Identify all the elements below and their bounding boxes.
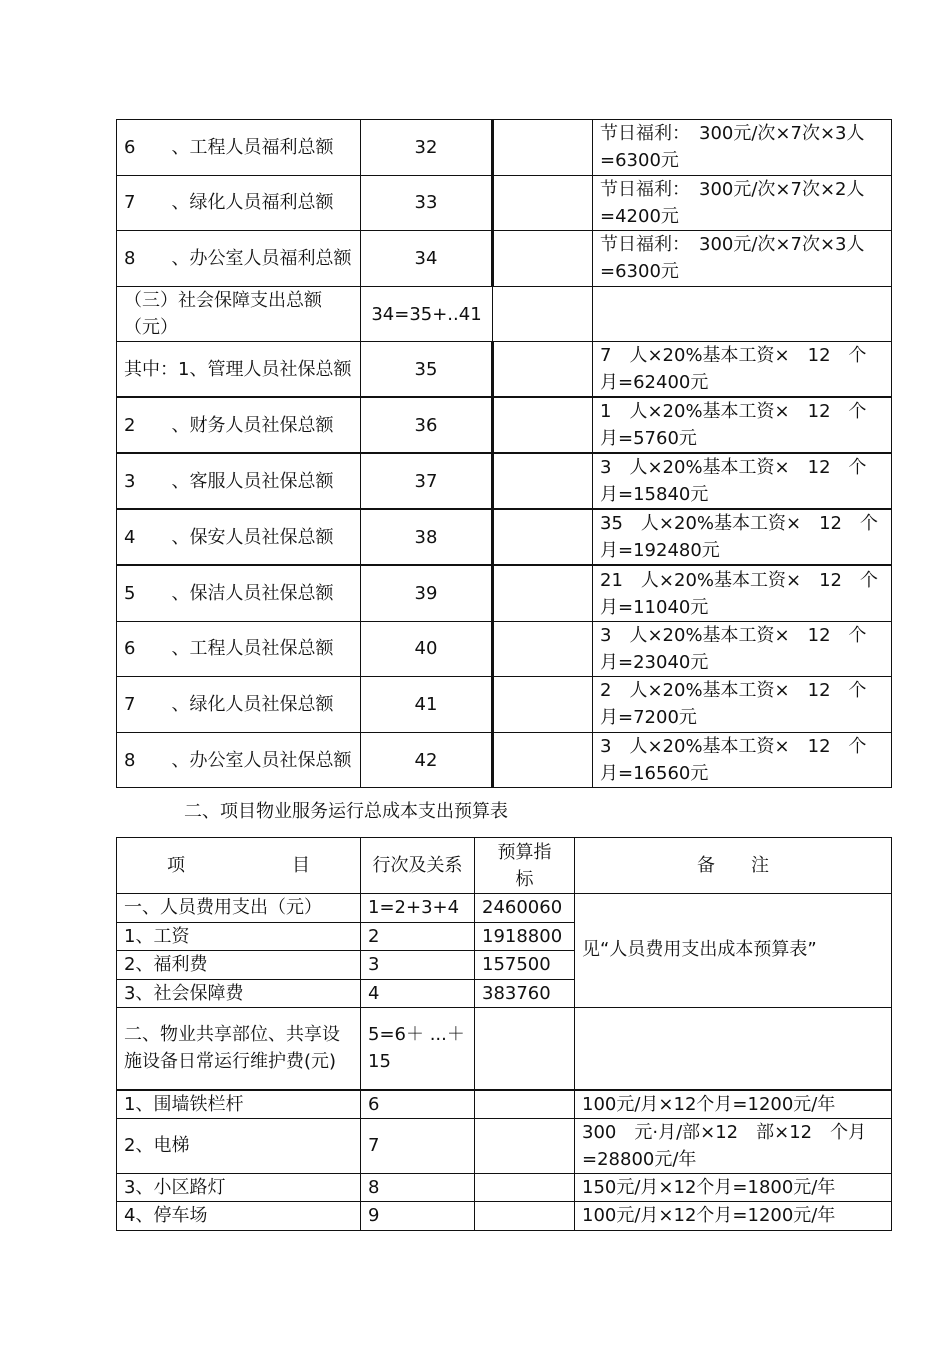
note-cell: 35 人×20%基本工资× 12 个月=192480元 <box>593 509 892 565</box>
table-row <box>117 732 892 788</box>
note-cell: 节日福利： 300元/次×7次×2人=4200元 <box>593 175 892 231</box>
budget-cell: 157500 <box>475 951 575 980</box>
item-cell: 5 、保洁人员社保总额 <box>117 565 361 621</box>
item-cell: 二、物业共享部位、共享设施设备日常运行维护费(元) <box>117 1008 361 1090</box>
header-budget: 预算指标 <box>475 838 575 894</box>
budget-cell <box>475 1090 575 1119</box>
item-cell: 3、小区路灯 <box>117 1173 361 1202</box>
note-cell: 节日福利： 300元/次×7次×3人=6300元 <box>593 120 892 176</box>
item-cell: 1、工资 <box>117 922 361 951</box>
item-cell: 4 、保安人员社保总额 <box>117 509 361 565</box>
item-cell: 7 、绿化人员社保总额 <box>117 677 361 733</box>
table-row <box>117 286 892 342</box>
table-row <box>117 1118 892 1173</box>
note-cell <box>575 1008 892 1090</box>
header-item-char-2: 目 <box>292 855 310 876</box>
note-cell: 2 人×20%基本工资× 12 个月=7200元 <box>593 677 892 733</box>
budget-cell <box>493 677 593 733</box>
budget-cell <box>493 231 593 287</box>
budget-cell <box>475 1008 575 1090</box>
budget-cell <box>493 621 593 677</box>
code-cell: 37 <box>361 453 493 509</box>
budget-cell <box>475 1173 575 1202</box>
table-row <box>117 1202 892 1231</box>
budget-cell: 1918800 <box>475 922 575 951</box>
table-row <box>117 1008 892 1090</box>
note-cell: 21 人×20%基本工资× 12 个月=11040元 <box>593 565 892 621</box>
item-cell: 6 、工程人员社保总额 <box>117 621 361 677</box>
code-cell: 36 <box>361 397 493 453</box>
item-cell: 7 、绿化人员福利总额 <box>117 175 361 231</box>
code-cell: 4 <box>361 979 475 1008</box>
note-cell: 3 人×20%基本工资× 12 个月=23040元 <box>593 621 892 677</box>
code-cell: 6 <box>361 1090 475 1119</box>
code-cell: 33 <box>361 175 493 231</box>
header-code: 行次及关系 <box>361 838 475 894</box>
table-row <box>117 342 892 398</box>
code-cell: 38 <box>361 509 493 565</box>
header-item <box>117 838 361 894</box>
note-cell: 3 人×20%基本工资× 12 个月=15840元 <box>593 453 892 509</box>
header-row <box>117 838 892 894</box>
table-row <box>117 120 892 176</box>
item-cell: （三）社会保障支出总额（元） <box>117 286 361 342</box>
table-row <box>117 1090 892 1119</box>
item-cell: 2 、财务人员社保总额 <box>117 397 361 453</box>
budget-cell <box>493 342 593 398</box>
code-cell: 2 <box>361 922 475 951</box>
note-cell: 300 元·月/部×12 部×12 个月=28800元/年 <box>575 1118 892 1173</box>
code-cell: 8 <box>361 1173 475 1202</box>
code-cell: 40 <box>361 621 493 677</box>
table-row <box>117 231 892 287</box>
code-cell: 7 <box>361 1118 475 1173</box>
item-cell: 4、停车场 <box>117 1202 361 1231</box>
note-cell: 150元/月×12个月=1800元/年 <box>575 1173 892 1202</box>
item-cell: 2、电梯 <box>117 1118 361 1173</box>
code-cell: 34=35+..41 <box>361 286 493 342</box>
budget-cell <box>475 1118 575 1173</box>
code-cell: 39 <box>361 565 493 621</box>
item-cell: 3、社会保障费 <box>117 979 361 1008</box>
header-item-char-1: 项 <box>167 855 185 876</box>
item-cell: 6 、工程人员福利总额 <box>117 120 361 176</box>
table-row <box>117 397 892 453</box>
note-cell: 节日福利： 300元/次×7次×3人=6300元 <box>593 231 892 287</box>
code-cell: 34 <box>361 231 493 287</box>
table-row <box>117 894 892 923</box>
budget-cell <box>493 565 593 621</box>
note-cell: 7 人×20%基本工资× 12 个月=62400元 <box>593 342 892 398</box>
item-cell: 8 、办公室人员社保总额 <box>117 732 361 788</box>
code-cell: 41 <box>361 677 493 733</box>
code-cell: 35 <box>361 342 493 398</box>
item-cell: 2、福利费 <box>117 951 361 980</box>
table-row <box>117 1173 892 1202</box>
budget-cell <box>493 509 593 565</box>
table-row <box>117 453 892 509</box>
operating-cost-budget-table <box>116 837 892 1231</box>
code-cell: 42 <box>361 732 493 788</box>
table-row <box>117 565 892 621</box>
note-cell: 100元/月×12个月=1200元/年 <box>575 1090 892 1119</box>
note-cell <box>593 286 892 342</box>
item-cell: 其中：1、管理人员社保总额 <box>117 342 361 398</box>
note-cell: 1 人×20%基本工资× 12 个月=5760元 <box>593 397 892 453</box>
table-row <box>117 621 892 677</box>
welfare-social-security-table <box>116 119 892 788</box>
table-row <box>117 677 892 733</box>
budget-cell <box>493 732 593 788</box>
merged-note-cell <box>575 894 892 1008</box>
item-cell: 3 、客服人员社保总额 <box>117 453 361 509</box>
budget-cell <box>493 175 593 231</box>
code-cell: 5=6＋ ...＋15 <box>361 1008 475 1090</box>
code-cell: 9 <box>361 1202 475 1231</box>
budget-cell <box>493 453 593 509</box>
budget-cell: 2460060 <box>475 894 575 923</box>
budget-cell <box>493 397 593 453</box>
item-cell: 一、人员费用支出（元） <box>117 894 361 923</box>
header-note: 备 注 <box>575 838 892 894</box>
budget-cell: 383760 <box>475 979 575 1008</box>
code-cell: 32 <box>361 120 493 176</box>
merged-note-text: 见“人员费用支出成本预算表” <box>582 939 817 960</box>
budget-cell <box>493 120 593 176</box>
budget-cell <box>475 1202 575 1231</box>
note-cell: 3 人×20%基本工资× 12 个月=16560元 <box>593 732 892 788</box>
budget-cell <box>493 286 593 342</box>
table-row <box>117 509 892 565</box>
section-title: 二、项目物业服务运行总成本支出预算表 <box>184 801 508 822</box>
code-cell: 3 <box>361 951 475 980</box>
note-cell: 100元/月×12个月=1200元/年 <box>575 1202 892 1231</box>
item-cell: 8 、办公室人员福利总额 <box>117 231 361 287</box>
item-cell: 1、围墙铁栏杆 <box>117 1090 361 1119</box>
code-cell: 1=2+3+4 <box>361 894 475 923</box>
table-row <box>117 175 892 231</box>
